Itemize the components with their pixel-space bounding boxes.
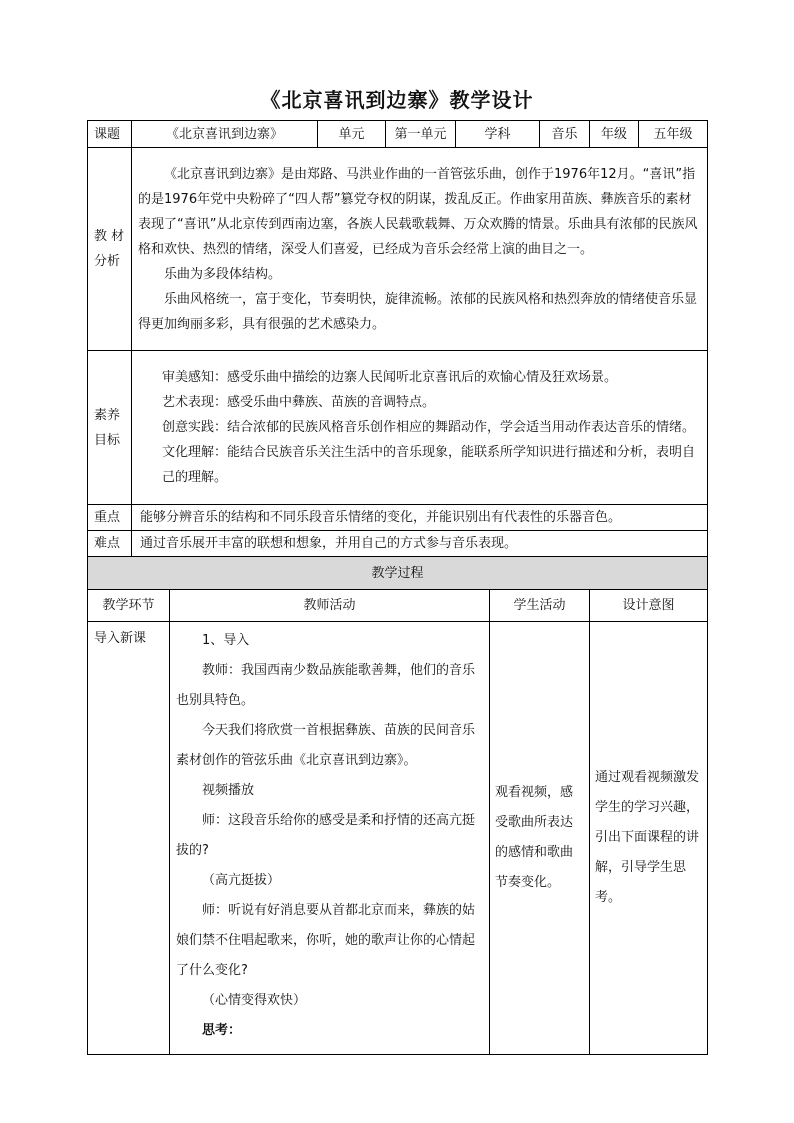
teacher-activity [170, 622, 490, 1055]
teacher-line: 师：听说有好消息要从首都北京而来，彝族的姑娘们禁不住唱起歌来，你听，她的歌声让你的心情起了什么变化? [176, 903, 476, 978]
topic-value: 《北京喜讯到边寨》 [132, 121, 318, 148]
lesson-plan-table [87, 120, 708, 1055]
document-title: 《北京喜讯到边寨》教学设计 [260, 88, 534, 112]
analysis-paragraph-3: 乐曲风格统一，富于变化，节奏明快，旋律流畅。浓郁的民族风格和热烈奔放的情绪使音乐显得更加绚丽多彩，具有很强的艺术感染力。 [138, 291, 698, 332]
analysis-paragraph-1: 《北京喜讯到边寨》是由郑路、马洪业作曲的一首管弦乐曲，创作于1976年12月。“喜讯”指的是1976年党中央粉碎了“四人帮”篡党夺权的阴谋，拨乱反正。作曲家用苗族、彝族音乐的素材表现了“喜讯”从北京传到西南边塞，各族人民载歌载舞、万众欢腾的情景。乐曲具有浓郁的民族风格和欢快、热烈的情绪，深受人们喜爱，已经成为音乐会经常上演的曲目之一。 [138, 166, 698, 257]
unit-label: 单元 [318, 121, 386, 148]
teacher-line: 1、导入 [202, 633, 250, 648]
unit-value: 第一单元 [386, 121, 456, 148]
grade-value: 五年级 [639, 121, 708, 148]
goal-creative: 创意实践：结合浓郁的民族风格音乐创作相应的舞蹈动作，学会适当用动作表达音乐的情绪。 [162, 420, 696, 435]
analysis-paragraph-2: 乐曲为多段体结构。 [164, 266, 282, 282]
teacher-line: 视频播放 [202, 783, 255, 798]
difficulty-label: 难点 [88, 531, 132, 557]
teacher-line: （高亢挺拔） [202, 873, 281, 888]
teacher-line: 今天我们将欣赏一首根据彝族、苗族的民间音乐素材创作的管弦乐曲《北京喜讯到边寨》。 [176, 723, 476, 768]
goal-expression: 艺术表现：感受乐曲中彝族、苗族的音调特点。 [162, 395, 436, 410]
process-header: 教学过程 [88, 557, 708, 590]
teacher-line: 师：这段音乐给你的感受是柔和抒情的还高亢挺拔的? [176, 813, 476, 858]
teacher-line: 思考： [202, 1023, 242, 1038]
goal-culture: 文化理解：能结合民族音乐关注生活中的音乐现象，能联系所学知识进行描述和分析，表明自己的理解。 [162, 445, 696, 485]
design-intent: 通过观看视频激发学生的学习兴趣，引出下面课程的讲解，引导学生思考。 [590, 622, 708, 1055]
difficulty-text: 通过音乐展开丰富的联想和想象，并用自己的方式参与音乐表现。 [132, 531, 708, 557]
stage-label: 导入新课 [88, 622, 170, 1055]
col-intent-header: 设计意图 [590, 590, 708, 622]
grade-label: 年级 [590, 121, 639, 148]
goals-label: 素养 目标 [88, 351, 132, 505]
student-activity: 观看视频，感受歌曲所表达的感情和歌曲节奏变化。 [490, 622, 590, 1055]
col-stage-header: 教学环节 [88, 590, 170, 622]
subject-label: 学科 [456, 121, 540, 148]
teacher-line: 教师：我国西南少数品族能歌善舞，他们的音乐也别具特色。 [176, 663, 476, 708]
subject-value: 音乐 [540, 121, 590, 148]
key-point-text: 能够分辨音乐的结构和不同乐段音乐情绪的变化，并能识别出有代表性的乐器音色。 [132, 505, 708, 531]
goal-aesthetic: 审美感知：感受乐曲中描绘的边寨人民闻听北京喜讯后的欢愉心情及狂欢场景。 [162, 370, 618, 385]
teacher-line: （心情变得欢快） [202, 993, 307, 1008]
col-student-header: 学生活动 [490, 590, 590, 622]
col-teacher-header: 教师活动 [170, 590, 490, 622]
key-point-label: 重点 [88, 505, 132, 531]
analysis-label: 教 材 分析 [88, 148, 132, 351]
topic-label: 课题 [88, 121, 132, 148]
